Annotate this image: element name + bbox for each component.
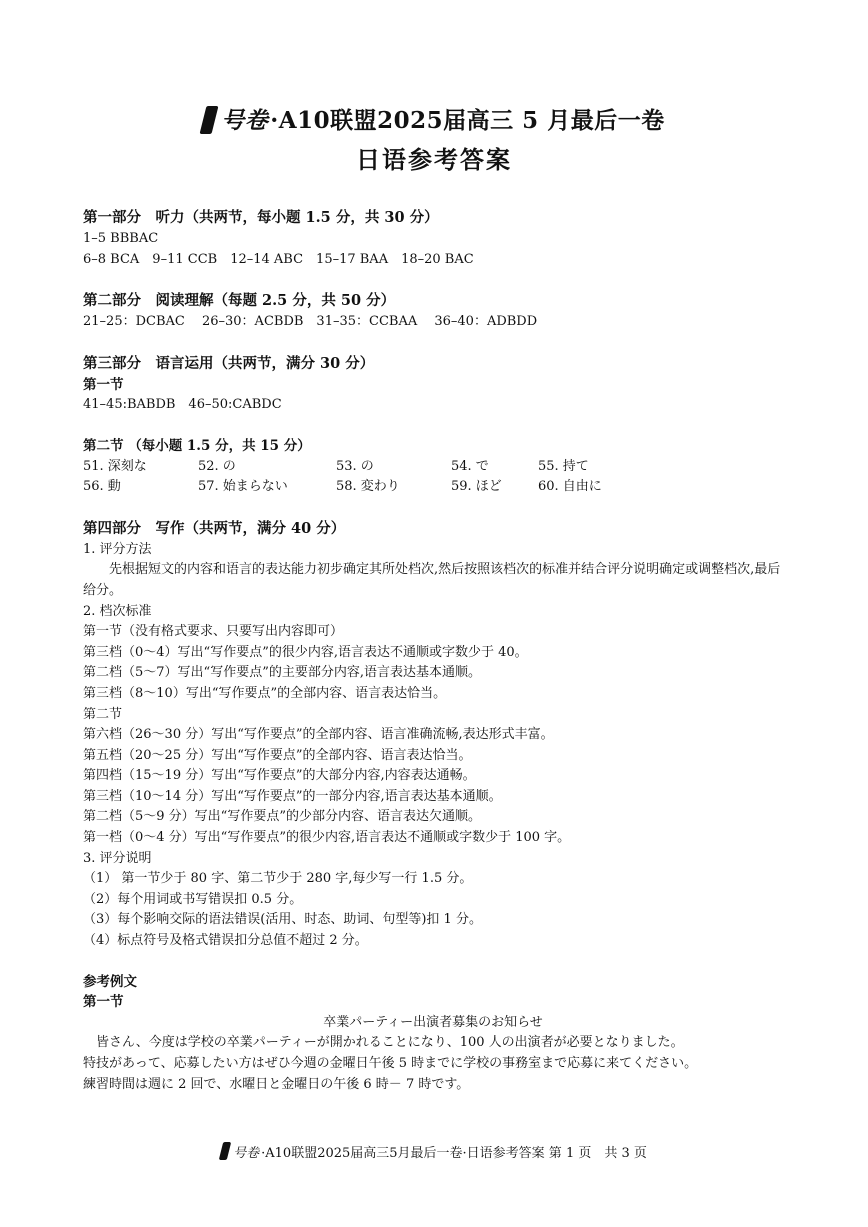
footer-logo-text: 号卷 [233,1146,260,1161]
section2-level: 第四档（15～19 分）写出“写作要点”的大部分内容,内容表达通畅。 [83,768,476,784]
section1-level: 第三档（0～4）写出“写作要点”的很少内容,语言表达不通顺或字数少于 40。 [83,644,528,660]
answer-59: 59. ほど [451,479,502,495]
answer-57: 57. 始まらない [198,479,288,495]
item1-title: 1. 评分方法 [83,541,152,557]
section2-level: 第五档（20～25 分）写出“写作要点”的全部内容、语言表达恰当。 [83,747,472,763]
answers-row-1 [83,457,783,478]
answer-58: 58. 変わり [336,479,400,495]
part1-heading: 第一部分 听力（共两节，每小题 1.5 分，共 30 分） [83,209,439,226]
part3-section1-answers: 41–45:BABDB 46–50:CABDC [83,397,282,413]
answer-52: 52. の [198,458,236,474]
example-section1-title: 第一节 [83,994,124,1011]
part3-section1-title: 第一节 [83,376,124,393]
brand-logo-text: 号卷 [221,107,269,134]
part2-heading: 第二部分 阅读理解（每题 2.5 分，共 50 分） [83,292,396,310]
footer-text: ·A10联盟2025届高三5月最后一卷·日语参考答案 第 1 页 共 3 页 [261,1146,647,1161]
answer-55: 55. 持て [538,458,589,474]
document-title [0,102,868,135]
section1-level: 第二档（5～7）写出“写作要点”的主要部分内容,语言表达基本通顺。 [83,665,481,681]
page-footer [0,1142,868,1161]
section2-level: 第一档（0～4 分）写出“写作要点”的很少内容,语言表达不通顺或字数少于 100 字。 [83,830,571,846]
part3-heading: 第三部分 语言运用（共两节，满分 30 分） [83,354,375,372]
answer-53: 53. の [336,458,374,474]
answer-56: 56. 動 [83,479,121,495]
letter-line: 特技があって、応募したい方はぜひ今週の金曜日午後 5 時までに学校の事務室まで応募に来てください。 [83,1056,698,1071]
answer-content [83,207,783,1095]
document-subtitle: 日语参考答案 [356,145,512,174]
answer-54: 54. で [451,458,489,474]
section2-level: 第六档（26～30 分）写出“写作要点”的全部内容、语言准确流畅,表达形式丰富。 [83,727,554,743]
part2-line-1: 21–25：DCBAC 26–30：ACBDB 31–35：CCBAA 36–40：ADBDD [83,314,538,330]
scoring-rule: （4）标点符号及格式错误扣分总值不超过 2 分。 [83,933,368,949]
part1-line-2: 6–8 BCA 9–11 CCB 12–14 ABC 15–17 BAA 18–20 BAC [83,251,474,267]
letter-line: 皆さん、今度は学校の卒業パーティーが開かれることになり、100 人の出演者が必要となりました。 [96,1035,684,1051]
scoring-rule: （2）每个用词或书写错误扣 0.5 分。 [83,891,303,907]
brand-logo-icon [200,106,219,134]
answer-51: 51. 深刻な [83,458,147,474]
scoring-rule: （3）每个影响交际的语法错误(活用、时态、助词、句型等)扣 1 分。 [83,912,482,928]
item2-title: 2. 档次标准 [83,603,152,619]
part1-line-1: 1–5 BBBAC [83,231,159,246]
part3-section2-title: 第二节 （每小题 1.5 分，共 15 分） [83,437,311,454]
scoring-rule: （1） 第一节少于 80 字、第二节少于 280 字,每少写一行 1.5 分。 [83,871,473,887]
letter-title: 卒業パーティー出演者募集のお知らせ [323,1014,543,1030]
section2-level: 第三档（10～14 分）写出“写作要点”的一部分内容,语言表达基本通顺。 [83,788,502,804]
footer-logo-icon [219,1142,231,1160]
item3-title: 3. 评分说明 [83,850,152,866]
letter-line: 練習時間は週に 2 回で、水曜日と金曜日の午後 6 時－ 7 時です。 [83,1076,470,1092]
title-line-1: ·A10联盟2025届高三 5 月最后一卷 [270,107,665,134]
example-heading: 参考例文 [83,973,137,990]
section2-level: 第二档（5～9 分）写出“写作要点”的少部分内容、语言表达欠通顺。 [83,809,481,825]
writing-section1-title: 第一节（没有格式要求、只要写出内容即可） [83,624,344,640]
item1-text: 先根据短文的内容和语言的表达能力初步确定其所处档次,然后按照该档次的标准并结合评分说明确定或调整档次,最后给分。 [83,562,781,598]
part4-heading: 第四部分 写作（共两节，满分 40 分） [83,519,346,537]
writing-section2-title: 第二节 [83,706,123,722]
answer-60: 60. 自由に [538,479,602,495]
section1-level: 第三档（8～10）写出“写作要点”的全部内容、语言表达恰当。 [83,685,447,701]
answers-row-2 [83,477,783,498]
